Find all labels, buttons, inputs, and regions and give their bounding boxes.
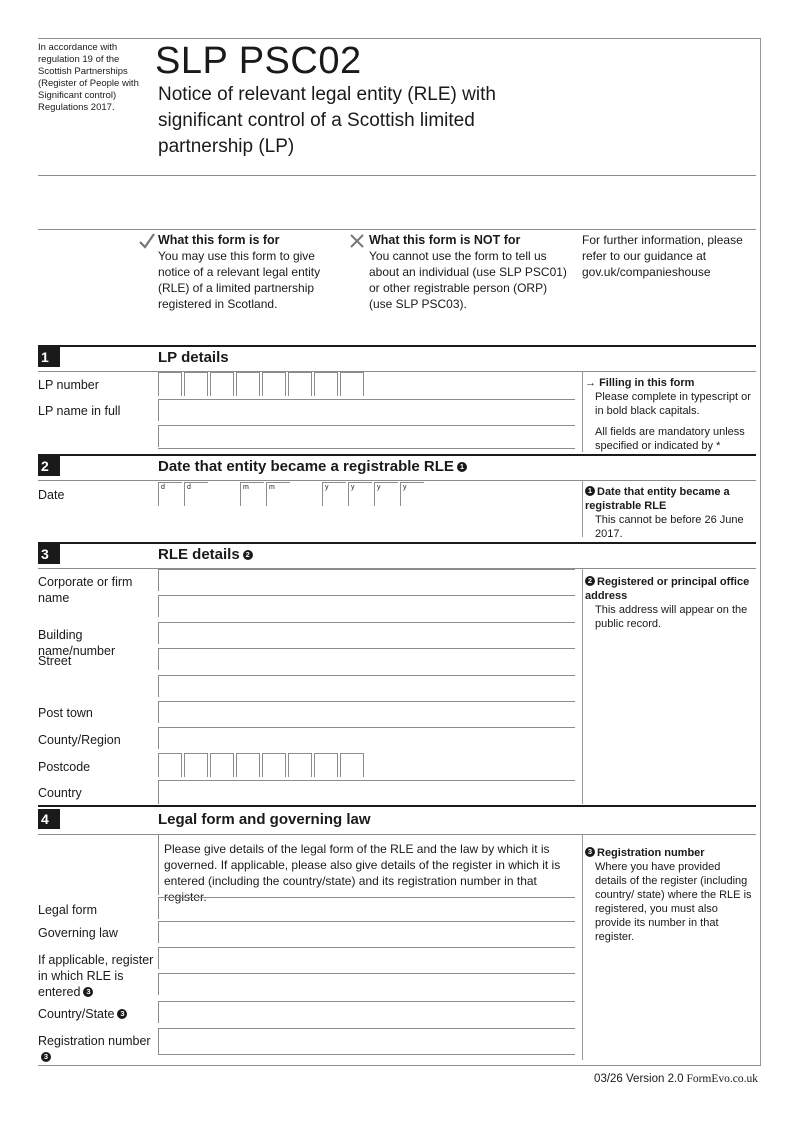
form-frame-right bbox=[760, 38, 761, 1065]
lp-number-cell[interactable] bbox=[158, 372, 182, 396]
legal-form-label: Legal form bbox=[38, 903, 98, 917]
note-ref-badge: 1 bbox=[457, 462, 467, 472]
check-icon bbox=[138, 232, 156, 255]
side-note-text: This address will appear on the public record. bbox=[595, 604, 748, 630]
lp-number-cell[interactable] bbox=[210, 372, 234, 396]
governing-law-field[interactable] bbox=[158, 921, 575, 943]
info-divider bbox=[38, 229, 756, 230]
register-label bbox=[38, 952, 158, 1000]
section1-rule bbox=[38, 371, 756, 372]
info-further: For further information, please refer to our guidance at gov.uk/companieshouse bbox=[582, 233, 743, 279]
section1-title: LP details bbox=[158, 349, 229, 366]
section4-title: Legal form and governing law bbox=[158, 811, 371, 828]
info-not-for bbox=[369, 232, 569, 312]
side-note-text: Where you have provided details of the register (including country/ state) where the RLE is registered, you must also provide its number in that register. bbox=[595, 861, 752, 943]
note-ref-badge: 3 bbox=[117, 1009, 127, 1019]
side-note-title: Date that entity became a registrable RLE bbox=[585, 486, 730, 512]
date-year-cell[interactable]: y bbox=[348, 482, 372, 506]
section1-side-rule bbox=[582, 372, 583, 452]
post-town-label: Post town bbox=[38, 706, 93, 720]
building-label: Building name/number bbox=[38, 628, 116, 658]
governing-law-label: Governing law bbox=[38, 926, 118, 940]
postcode-cell[interactable] bbox=[288, 753, 312, 777]
section3-title bbox=[158, 545, 253, 565]
lp-number-cell[interactable] bbox=[288, 372, 312, 396]
corporate-name-field[interactable] bbox=[158, 569, 575, 591]
section4-side-note bbox=[585, 846, 755, 944]
form-title: Notice of relevant legal entity (RLE) with significant control of a Scottish limited partnership (LP) bbox=[158, 84, 496, 157]
form-code: SLP PSC02 bbox=[155, 40, 362, 82]
postcode-cell[interactable] bbox=[236, 753, 260, 777]
section1-bar bbox=[38, 345, 756, 347]
section4-side-rule bbox=[582, 835, 583, 1060]
section4-intro: Please give details of the legal form of the RLE and the law by which it is governed. If applicable, please also give details of the register in which it is entered (including the country/state) and its registration number in that register. bbox=[164, 842, 561, 904]
lp-number-cell[interactable] bbox=[262, 372, 286, 396]
section3-number: 3 bbox=[38, 544, 60, 564]
street-label: Street bbox=[38, 654, 72, 668]
country-field[interactable] bbox=[158, 780, 575, 804]
section3-title-text: RLE details bbox=[158, 546, 240, 563]
postcode-cell[interactable] bbox=[158, 753, 182, 777]
info-not-for-title: What this form is NOT for bbox=[369, 233, 521, 247]
lp-name-field-line2[interactable] bbox=[158, 425, 575, 447]
section3-side-note bbox=[585, 575, 755, 631]
info-for bbox=[158, 232, 338, 312]
postcode-cell[interactable] bbox=[262, 753, 286, 777]
reg-number-label-text: Registration number bbox=[38, 1034, 151, 1048]
note-ref-badge: 1 bbox=[585, 486, 595, 496]
lp-number-label: LP number bbox=[38, 378, 99, 392]
info-for-title: What this form is for bbox=[158, 233, 280, 247]
postcode-cell[interactable] bbox=[210, 753, 234, 777]
section2-side-note bbox=[585, 485, 757, 541]
reg-number-label bbox=[38, 1033, 163, 1065]
date-day-cell[interactable]: d bbox=[158, 482, 182, 506]
note-ref-badge: 2 bbox=[243, 550, 253, 560]
section1-number: 1 bbox=[38, 347, 60, 367]
legal-note: In accordance with regulation 19 of the Scottish Partnerships (Register of People with Significant control) Regulations 2017. bbox=[38, 42, 139, 113]
note-ref-badge: 2 bbox=[585, 576, 595, 586]
section1-side-note bbox=[585, 376, 755, 453]
note-ref-badge: 3 bbox=[41, 1052, 51, 1062]
section3-bar bbox=[38, 542, 756, 544]
post-town-field[interactable] bbox=[158, 701, 575, 723]
section2-number: 2 bbox=[38, 456, 60, 476]
postcode-cell[interactable] bbox=[340, 753, 364, 777]
reg-number-field-bottom bbox=[158, 1054, 575, 1055]
info-not-for-text: You cannot use the form to tell us about an individual (use SLP PSC01) or other registrable person (ORP) (use SLP PSC03). bbox=[369, 249, 567, 311]
country-state-label-text: Country/State bbox=[38, 1007, 115, 1021]
footer-brand: FormEvo.co.uk bbox=[686, 1073, 758, 1085]
lp-name-label: LP name in full bbox=[38, 404, 121, 418]
lp-name-field-bottom bbox=[158, 448, 575, 449]
section2-title-text: Date that entity became a registrable RLE bbox=[158, 458, 454, 475]
date-month-cell[interactable]: m bbox=[240, 482, 264, 506]
arrow-right-icon: → bbox=[585, 377, 596, 389]
country-state-field[interactable] bbox=[158, 1001, 575, 1023]
date-day-cell[interactable]: d bbox=[184, 482, 208, 506]
reg-number-field[interactable] bbox=[158, 1028, 575, 1054]
postcode-cell[interactable] bbox=[184, 753, 208, 777]
date-year-cell[interactable]: y bbox=[400, 482, 424, 506]
date-label: Date bbox=[38, 488, 65, 502]
side-note-text: This cannot be before 26 June 2017. bbox=[595, 514, 744, 540]
side-note-title: Filling in this form bbox=[599, 377, 695, 389]
section4-number: 4 bbox=[38, 809, 60, 829]
register-field[interactable] bbox=[158, 947, 575, 969]
legal-form-field[interactable] bbox=[158, 897, 575, 919]
register-field-line2[interactable] bbox=[158, 973, 575, 995]
lp-number-cell[interactable] bbox=[236, 372, 260, 396]
note-ref-badge: 3 bbox=[585, 847, 595, 857]
side-note-title: Registration number bbox=[597, 847, 705, 859]
section2-title bbox=[158, 457, 467, 477]
section4-intro-box bbox=[158, 835, 575, 904]
side-note-text: Please complete in typescript or in bold black capitals. bbox=[595, 391, 751, 417]
lp-number-cell[interactable] bbox=[314, 372, 338, 396]
street-field-line2[interactable] bbox=[158, 675, 575, 697]
section2-side-rule bbox=[582, 481, 583, 537]
section2-bar bbox=[38, 454, 756, 456]
section3-side-rule bbox=[582, 569, 583, 804]
section4-bar bbox=[38, 805, 756, 807]
building-field[interactable] bbox=[158, 622, 575, 644]
side-note-text-2: All fields are mandatory unless specified or indicated by * bbox=[595, 426, 745, 452]
section2-rule bbox=[38, 480, 756, 481]
date-year-cell[interactable]: y bbox=[374, 482, 398, 506]
header-divider bbox=[38, 175, 756, 176]
postcode-cell[interactable] bbox=[314, 753, 338, 777]
info-for-text: You may use this form to give notice of a relevant legal entity (RLE) of a limited partnership registered in Scotland. bbox=[158, 249, 321, 311]
footer bbox=[594, 1073, 758, 1085]
street-field[interactable] bbox=[158, 648, 575, 670]
country-label: Country bbox=[38, 786, 82, 800]
form-bottom-rule bbox=[38, 1065, 761, 1066]
form-top-rule bbox=[38, 38, 761, 39]
lp-name-field[interactable] bbox=[158, 399, 575, 421]
corporate-name-field-line2[interactable] bbox=[158, 595, 575, 617]
postcode-label: Postcode bbox=[38, 760, 91, 774]
note-ref-badge: 3 bbox=[83, 987, 93, 997]
county-label: County/Region bbox=[38, 733, 121, 747]
side-note-title: Registered or principal office address bbox=[585, 576, 750, 602]
lp-number-cell[interactable] bbox=[340, 372, 364, 396]
lp-number-cell[interactable] bbox=[184, 372, 208, 396]
cross-icon bbox=[349, 233, 365, 254]
register-label-text: If applicable, register in which RLE is entered bbox=[38, 953, 154, 999]
county-field[interactable] bbox=[158, 727, 575, 749]
date-year-cell[interactable]: y bbox=[322, 482, 346, 506]
country-state-label bbox=[38, 1006, 158, 1022]
corporate-name-label: Corporate or firm name bbox=[38, 575, 133, 605]
footer-version: 03/26 Version 2.0 bbox=[594, 1073, 684, 1085]
date-month-cell[interactable]: m bbox=[266, 482, 290, 506]
